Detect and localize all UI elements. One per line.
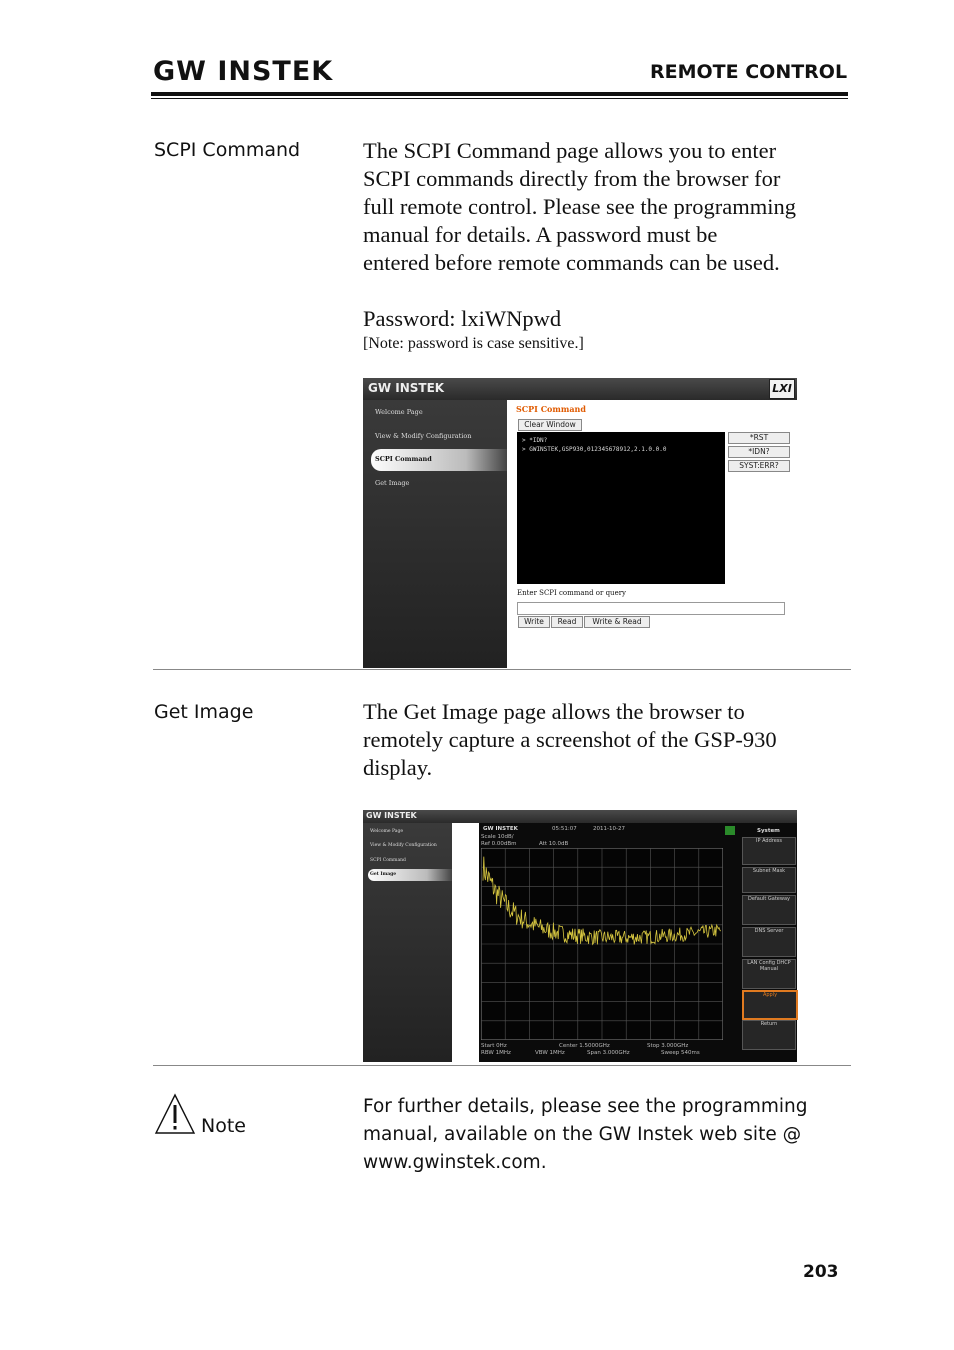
- syst-err-button[interactable]: SYST:ERR?: [728, 460, 790, 472]
- analyzer-logo: GW INSTEK: [483, 826, 518, 832]
- sidebar-item-scpi[interactable]: SCPI Command: [370, 858, 406, 863]
- scpi-description: [363, 137, 853, 277]
- note-line: manual, available on the GW Instek web site @: [363, 1124, 802, 1145]
- brand-logo: GW INSTEK: [153, 56, 334, 87]
- softkey-ip-address[interactable]: IP Address: [742, 837, 796, 865]
- softkey-lan-config[interactable]: LAN Config DHCP Manual: [742, 959, 796, 989]
- att-readout: Att 10.0dB: [539, 841, 569, 847]
- scpi-line: SCPI commands directly from the browser for: [363, 166, 781, 191]
- scpi-line: manual for details. A password must be: [363, 222, 718, 247]
- scpi-page-title: SCPI Command: [516, 404, 586, 414]
- page-number: 203: [803, 1262, 839, 1282]
- sidebar-item-configuration[interactable]: View & Modify Configuration: [370, 843, 437, 848]
- command-input-label: Enter SCPI command or query: [517, 589, 627, 597]
- sweep-readout: Sweep 540ms: [661, 1050, 700, 1056]
- note-text: [363, 1093, 853, 1177]
- row-separator: [153, 669, 851, 670]
- write-read-button[interactable]: Write & Read: [584, 616, 650, 628]
- warning-icon: [154, 1093, 196, 1135]
- header-rule-thin: [151, 98, 848, 99]
- vbw-readout: VBW 1MHz: [535, 1050, 565, 1056]
- softkey-apply[interactable]: Apply: [742, 990, 798, 1020]
- sidebar-item-configuration[interactable]: View & Modify Configuration: [375, 432, 472, 440]
- spectrum-plot: [481, 848, 723, 1040]
- softkey-subnet-mask[interactable]: Subnet Mask: [742, 867, 796, 893]
- lxi-logo: LXI: [769, 379, 795, 399]
- image-line: display.: [363, 755, 433, 780]
- analyzer-date: 2011-10-27: [593, 826, 625, 832]
- scpi-line: The SCPI Command page allows you to enter: [363, 138, 777, 163]
- note-line: www.gwinstek.com.: [363, 1152, 547, 1173]
- note-label: Note: [201, 1115, 246, 1137]
- command-input[interactable]: [517, 602, 785, 615]
- ref-readout: Ref 0.00dBm: [481, 841, 517, 847]
- password-note: [Note: password is case sensitive.]: [363, 335, 584, 352]
- scpi-line: entered before remote commands can be used.: [363, 250, 780, 275]
- scpi-command-label: SCPI Command: [154, 139, 301, 161]
- scale-readout: Scale 10dB/: [481, 834, 514, 840]
- sidebar-item-get-image[interactable]: Get Image: [370, 872, 397, 877]
- password-text: Password: lxiWNpwd: [363, 306, 562, 331]
- center-readout: Center 1.5000GHz: [559, 1043, 610, 1049]
- image-line: The Get Image page allows the browser to: [363, 699, 745, 724]
- softkey-dns-server[interactable]: DNS Server: [742, 927, 796, 957]
- web-header: [363, 810, 797, 823]
- sidebar-item-welcome[interactable]: Welcome Page: [370, 829, 404, 834]
- get-image-label: Get Image: [154, 701, 254, 723]
- rbw-readout: RBW 1MHz: [481, 1050, 511, 1056]
- clear-window-button[interactable]: Clear Window: [518, 419, 582, 431]
- menu-title: System: [757, 828, 780, 834]
- analyzer-time: 05:51:07: [552, 826, 577, 832]
- web-sidebar: [363, 400, 507, 668]
- sidebar-item-scpi[interactable]: SCPI Command: [375, 455, 432, 463]
- scpi-line: full remote control. Please see the programming: [363, 194, 796, 219]
- web-logo: GW INSTEK: [366, 811, 417, 820]
- write-button[interactable]: Write: [518, 616, 550, 628]
- status-indicator: [725, 826, 735, 835]
- softkey-default-gateway[interactable]: Default Gateway: [742, 895, 796, 925]
- row-separator: [153, 1065, 851, 1066]
- read-button[interactable]: Read: [551, 616, 583, 628]
- terminal-line: > *IDN?: [522, 437, 548, 444]
- sidebar-item-welcome[interactable]: Welcome Page: [375, 408, 423, 416]
- rst-button[interactable]: *RST: [728, 432, 790, 444]
- image-line: remotely capture a screenshot of the GSP-930: [363, 727, 777, 752]
- section-title: REMOTE CONTROL: [650, 61, 848, 83]
- start-readout: Start 0Hz: [481, 1043, 507, 1049]
- analyzer-display: [479, 823, 797, 1062]
- get-image-screenshot: [363, 810, 797, 1062]
- terminal-output: [517, 432, 725, 584]
- note-line: For further details, please see the programming: [363, 1096, 808, 1117]
- stop-readout: Stop 3.000GHz: [647, 1043, 689, 1049]
- idn-button[interactable]: *IDN?: [728, 446, 790, 458]
- scpi-command-screenshot: [363, 378, 797, 668]
- header-rule: [151, 92, 848, 96]
- softkey-return[interactable]: Return: [742, 1020, 796, 1050]
- sidebar-item-get-image[interactable]: Get Image: [375, 479, 410, 487]
- terminal-line: > GWINSTEK,GSP930,012345678912,2.1.0.0.0: [522, 446, 667, 453]
- span-readout: Span 3.000GHz: [587, 1050, 630, 1056]
- web-logo: GW INSTEK: [368, 381, 445, 395]
- get-image-description: [363, 698, 853, 782]
